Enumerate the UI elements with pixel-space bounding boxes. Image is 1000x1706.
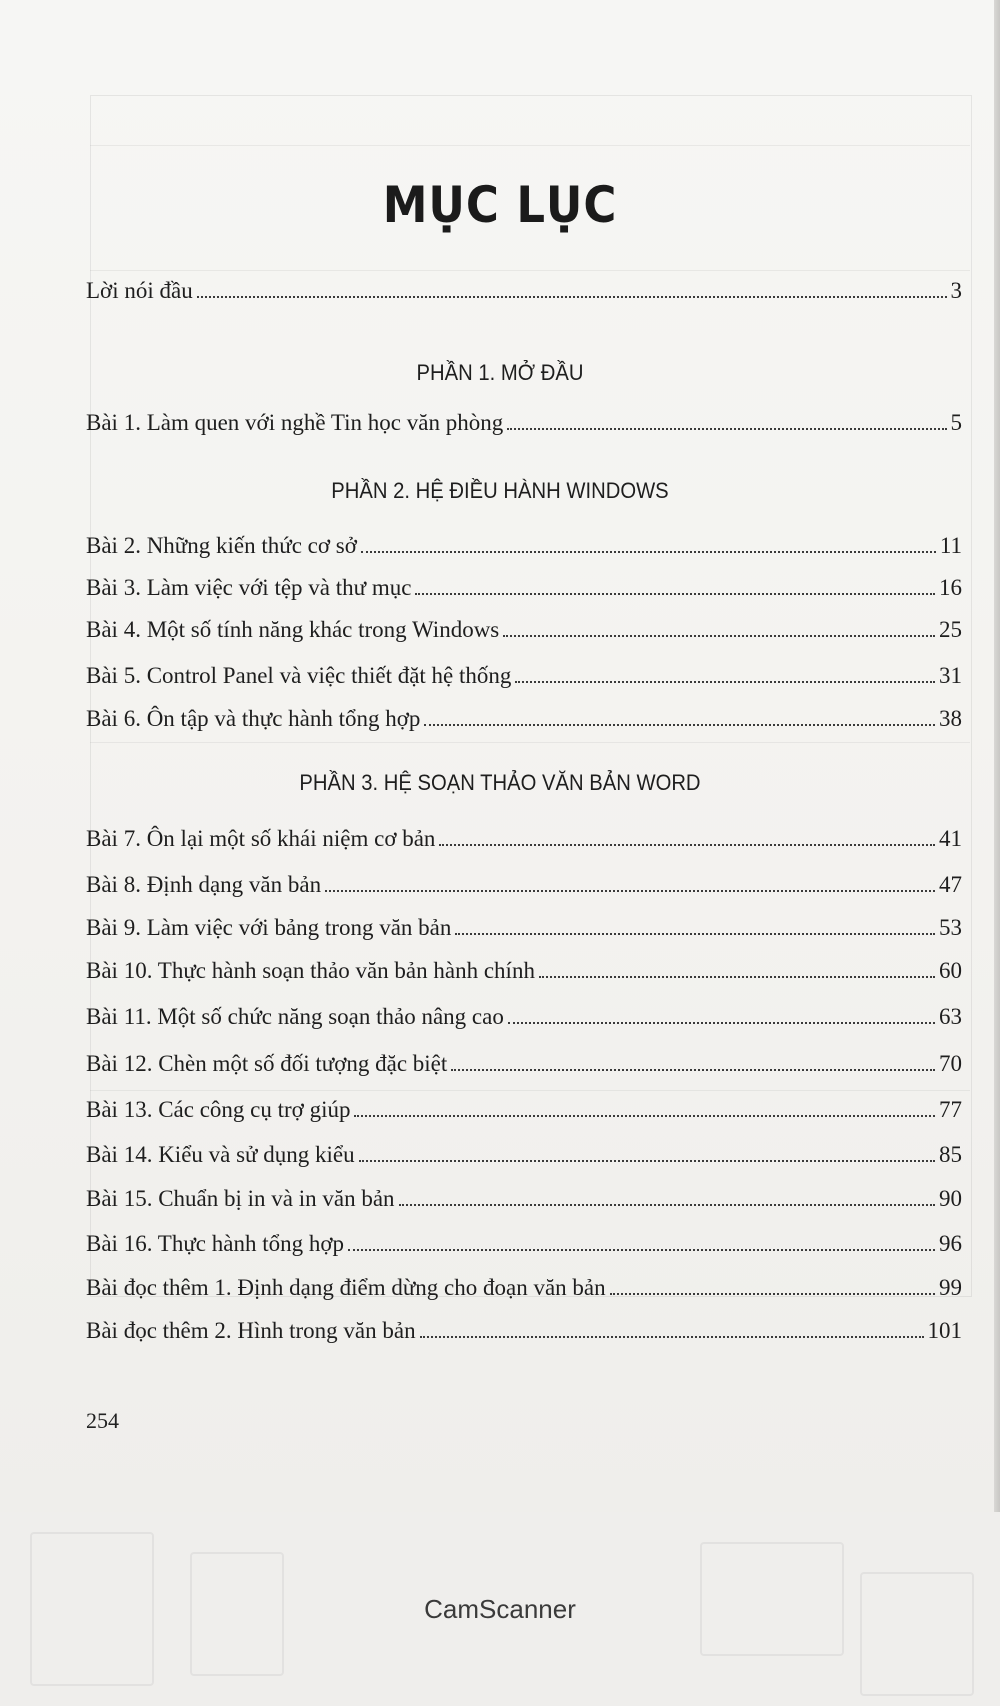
page-edge — [994, 0, 1000, 1512]
toc-entry — [86, 1004, 962, 1038]
part-heading: PHẦN 1. MỞ ĐẦU — [416, 360, 584, 385]
toc-entry-page: 90 — [939, 1186, 962, 1211]
toc-entry-label: Bài đọc thêm 1. Định dạng điểm dừng cho đoạn văn bản — [86, 1275, 606, 1300]
toc-entry-page: 31 — [939, 663, 962, 688]
toc-leader-dots — [610, 1277, 935, 1295]
toc-entry-label: Bài 12. Chèn một số đối tượng đặc biệt — [86, 1051, 448, 1076]
toc-leader-dots — [361, 535, 936, 553]
toc-leader-dots — [515, 665, 935, 683]
toc-entry-label: Bài 11. Một số chức năng soạn thảo nâng cao — [86, 1004, 504, 1029]
toc-entry — [86, 533, 962, 567]
toc-leader-dots — [348, 1233, 935, 1251]
bleed-through-line — [90, 1090, 970, 1091]
toc-leader-dots — [197, 280, 947, 298]
toc-entry — [86, 1186, 962, 1220]
toc-leader-dots — [455, 917, 935, 935]
toc-entry-label: Bài 5. Control Panel và việc thiết đặt hệ thống — [86, 663, 512, 688]
toc-leader-dots — [439, 828, 935, 846]
toc-entry-label: Bài 7. Ôn lại một số khái niệm cơ bản — [86, 826, 436, 851]
toc-entry-page: 47 — [939, 872, 962, 897]
toc-leader-dots — [503, 619, 935, 637]
toc-entry-page: 99 — [939, 1275, 962, 1300]
toc-leader-dots — [399, 1188, 935, 1206]
toc-entry-page: 25 — [939, 617, 962, 642]
toc-entry — [86, 706, 962, 740]
toc-entry-page: 5 — [950, 410, 962, 435]
toc-entry — [86, 617, 962, 651]
toc-entry-page: 60 — [939, 958, 962, 983]
toc-entry-label: Bài 1. Làm quen với nghề Tin học văn phòng — [86, 410, 504, 435]
toc-entry-label: Bài 15. Chuẩn bị in và in văn bản — [86, 1186, 395, 1211]
toc-entry — [86, 663, 962, 697]
toc-entry — [86, 915, 962, 949]
toc-entry-page: 96 — [939, 1231, 962, 1256]
toc-entry — [86, 1318, 962, 1352]
bleed-through-line — [90, 742, 970, 743]
toc-entry-label: Bài 4. Một số tính năng khác trong Windows — [86, 617, 500, 642]
toc-entry-page: 38 — [939, 706, 962, 731]
scanner-footer — [0, 1512, 1000, 1706]
toc-entry-page: 101 — [927, 1318, 962, 1343]
bleed-through-line — [90, 145, 970, 146]
footer-brand: CamScanner — [424, 1594, 576, 1624]
page-number: 254 — [86, 1408, 119, 1433]
toc-entry — [86, 826, 962, 860]
toc-entry-label: Bài 13. Các công cụ trợ giúp — [86, 1097, 351, 1122]
toc-leader-dots — [420, 1320, 924, 1338]
toc-leader-dots — [325, 874, 935, 892]
toc-leader-dots — [415, 577, 935, 595]
toc-entry — [86, 575, 962, 609]
page-title: MỤC LỤC — [382, 176, 618, 234]
toc-entry-label: Bài 2. Những kiến thức cơ sở — [86, 533, 357, 558]
toc-entry-page: 11 — [939, 533, 962, 558]
toc-leader-dots — [354, 1099, 935, 1117]
toc-entry-page: 85 — [939, 1142, 962, 1167]
toc-entry-label: Bài 8. Định dạng văn bản — [86, 872, 322, 897]
toc-entry-page: 41 — [939, 826, 962, 851]
bleed-through-line — [90, 270, 970, 271]
toc-entry — [86, 958, 962, 992]
toc-entry-label: Bài 3. Làm việc với tệp và thư mục — [86, 575, 412, 600]
toc-entry-label: Bài 16. Thực hành tổng hợp — [86, 1231, 345, 1256]
toc-entry-label: Bài 9. Làm việc với bảng trong văn bản — [86, 915, 452, 940]
toc-entry-page: 63 — [939, 1004, 962, 1029]
toc-entry-front — [86, 278, 962, 312]
toc-entry — [86, 1051, 962, 1085]
toc-entry-label: Lời nói đầu — [86, 278, 193, 303]
toc-entry-page: 3 — [950, 278, 962, 303]
part-heading: PHẦN 2. HỆ ĐIỀU HÀNH WINDOWS — [331, 478, 669, 503]
toc-leader-dots — [507, 412, 946, 430]
toc-leader-dots — [451, 1053, 935, 1071]
toc-entry — [86, 1275, 962, 1309]
footer-document-graphic — [860, 1572, 974, 1696]
toc-leader-dots — [508, 1006, 935, 1024]
toc-entry-label: Bài đọc thêm 2. Hình trong văn bản — [86, 1318, 416, 1343]
toc-entry-page: 77 — [939, 1097, 962, 1122]
toc-entry-page: 53 — [939, 915, 962, 940]
toc-entry — [86, 1231, 962, 1265]
toc-entry-page: 70 — [939, 1051, 962, 1076]
toc-entry — [86, 410, 962, 444]
toc-entry-label: Bài 6. Ôn tập và thực hành tổng hợp — [86, 706, 421, 731]
toc-leader-dots — [359, 1144, 935, 1162]
toc-entry-label: Bài 10. Thực hành soạn thảo văn bản hành chính — [86, 958, 535, 983]
toc-entry — [86, 872, 962, 906]
toc-entry-page: 16 — [939, 575, 962, 600]
toc-entry — [86, 1097, 962, 1131]
toc-leader-dots — [539, 960, 935, 978]
toc-entry-label: Bài 14. Kiểu và sử dụng kiểu — [86, 1142, 355, 1167]
toc-entry — [86, 1142, 962, 1176]
part-heading: PHẦN 3. HỆ SOẠN THẢO VĂN BẢN WORD — [299, 770, 701, 795]
toc-leader-dots — [424, 708, 935, 726]
